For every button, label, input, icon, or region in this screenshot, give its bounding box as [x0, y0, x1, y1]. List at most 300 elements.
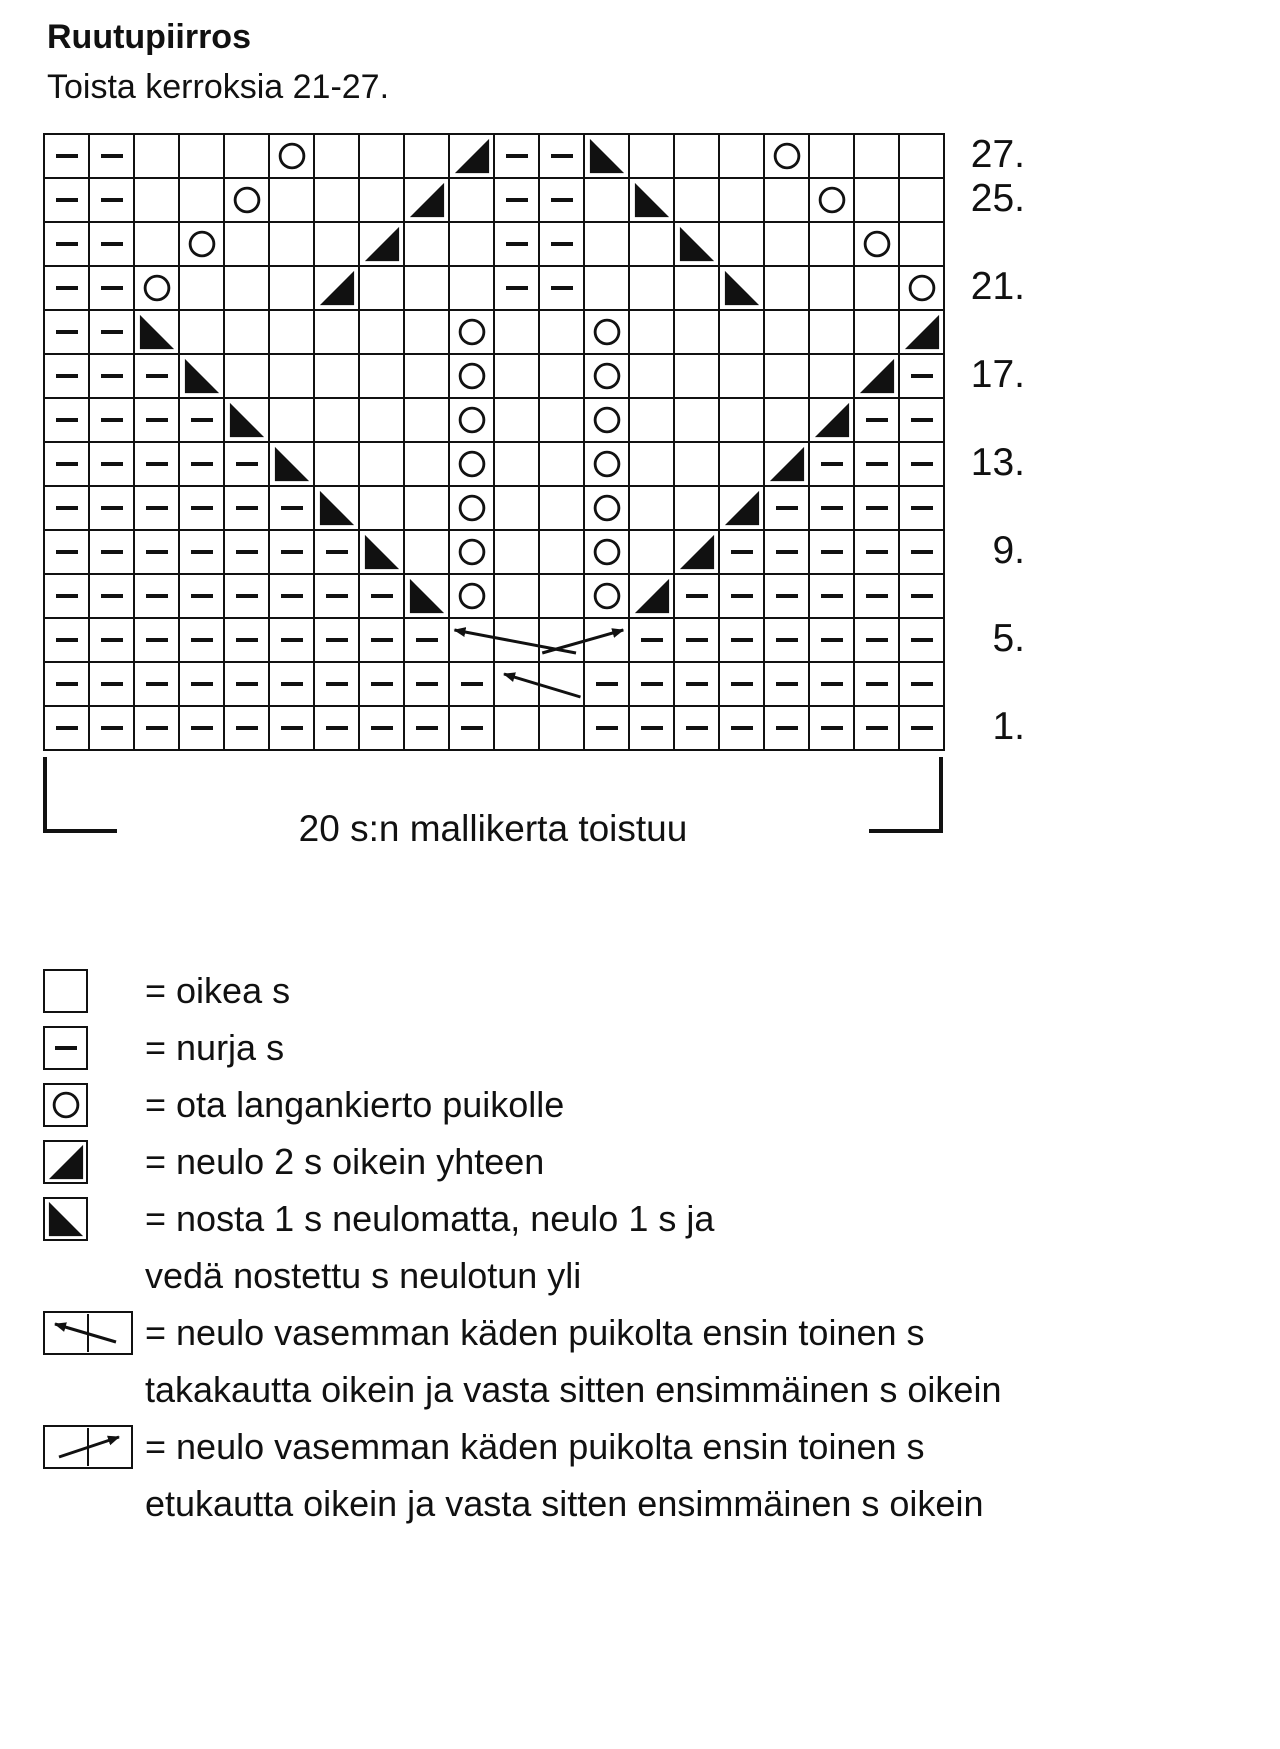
legend-symbol-column	[43, 1418, 145, 1469]
purl-dash-icon	[56, 374, 78, 378]
cell-purl	[675, 575, 720, 619]
cell-knit	[765, 311, 810, 355]
cell-purl	[720, 663, 765, 707]
cell-knit	[180, 311, 225, 355]
purl-dash-icon	[866, 550, 888, 554]
cell-yarn-over	[585, 311, 630, 355]
purl-dash-icon	[416, 726, 438, 730]
purl-dash-icon	[461, 726, 483, 730]
purl-dash-icon	[101, 154, 123, 158]
yarn-over-symbol-box	[43, 1083, 88, 1127]
purl-dash-icon	[641, 682, 663, 686]
cell-purl	[810, 443, 855, 487]
purl-dash-icon	[281, 638, 303, 642]
chart-grid	[43, 133, 945, 751]
cell-yarn-over	[450, 399, 495, 443]
cell-yarn-over	[450, 311, 495, 355]
cell-knit	[675, 487, 720, 531]
cell-purl	[225, 443, 270, 487]
cell-purl	[135, 399, 180, 443]
yarn-over-icon	[768, 137, 806, 175]
purl-dash-icon	[56, 154, 78, 158]
cell-k2tog	[855, 355, 900, 399]
cell-knit	[405, 531, 450, 575]
row-number-label: 21.	[970, 265, 1025, 308]
skp-icon	[363, 533, 401, 571]
cell-purl	[855, 531, 900, 575]
purl-dash-icon	[731, 550, 753, 554]
cell-purl	[135, 707, 180, 751]
cell-knit	[630, 267, 675, 311]
purl-dash-icon	[641, 638, 663, 642]
cell-knit	[315, 179, 360, 223]
cell-knit	[675, 355, 720, 399]
purl-dash-icon	[101, 550, 123, 554]
row-number-label: 5.	[992, 617, 1025, 660]
cell-knit	[540, 399, 585, 443]
skp-icon	[47, 1200, 85, 1238]
purl-dash-icon	[596, 726, 618, 730]
cell-knit	[315, 399, 360, 443]
purl-dash-icon	[866, 726, 888, 730]
cell-purl	[810, 487, 855, 531]
purl-dash-icon	[551, 154, 573, 158]
cell-purl	[45, 663, 90, 707]
cell-skp	[315, 487, 360, 531]
cell-k2tog	[630, 575, 675, 619]
cell-purl	[720, 531, 765, 575]
cell-skp	[135, 311, 180, 355]
cell-purl	[270, 531, 315, 575]
cell-knit	[720, 443, 765, 487]
purl-dash-icon	[191, 550, 213, 554]
k2tog-icon	[858, 357, 896, 395]
purl-dash-icon	[281, 682, 303, 686]
cell-knit	[900, 135, 945, 179]
purl-dash-icon	[146, 726, 168, 730]
legend-text	[145, 1418, 983, 1532]
legend-item-k2tog	[43, 1133, 1223, 1190]
cell-knit	[765, 179, 810, 223]
purl-dash-icon	[326, 682, 348, 686]
yarn-over-icon	[588, 313, 626, 351]
cell-purl	[720, 575, 765, 619]
cell-purl	[180, 619, 225, 663]
purl-dash-icon	[101, 330, 123, 334]
cell-purl	[810, 575, 855, 619]
purl-dash-icon	[371, 726, 393, 730]
yarn-over-icon	[453, 577, 491, 615]
purl-dash-icon	[191, 506, 213, 510]
cell-knit	[540, 663, 585, 707]
yarn-over-icon	[588, 357, 626, 395]
cell-yarn-over	[585, 575, 630, 619]
purl-dash-icon	[326, 550, 348, 554]
cell-knit	[270, 355, 315, 399]
cell-purl	[675, 707, 720, 751]
skp-symbol-box	[43, 1197, 88, 1241]
purl-dash-icon	[236, 462, 258, 466]
cell-knit	[180, 267, 225, 311]
legend-text	[145, 1304, 1001, 1418]
cell-yarn-over	[855, 223, 900, 267]
purl-dash-icon	[866, 594, 888, 598]
cell-purl	[90, 399, 135, 443]
yarn-over-icon	[47, 1086, 85, 1124]
legend	[43, 962, 1223, 1532]
purl-dash-icon	[146, 418, 168, 422]
cell-knit	[810, 223, 855, 267]
purl-dash-icon	[461, 682, 483, 686]
cell-purl	[135, 575, 180, 619]
purl-dash-icon	[911, 374, 933, 378]
cell-purl	[630, 707, 675, 751]
cell-knit	[450, 267, 495, 311]
cell-yarn-over	[585, 355, 630, 399]
purl-dash-icon	[326, 726, 348, 730]
cell-knit	[765, 223, 810, 267]
purl-dash-icon	[101, 462, 123, 466]
cell-purl	[90, 531, 135, 575]
cell-knit	[765, 399, 810, 443]
cell-skp	[405, 575, 450, 619]
cell-knit	[405, 399, 450, 443]
cell-purl	[405, 663, 450, 707]
purl-dash-icon	[371, 638, 393, 642]
legend-symbol-column	[43, 1190, 145, 1241]
cell-purl	[90, 267, 135, 311]
cell-knit	[765, 355, 810, 399]
cell-yarn-over	[450, 355, 495, 399]
cell-purl	[315, 619, 360, 663]
cell-purl	[180, 487, 225, 531]
purl-dash-icon	[191, 594, 213, 598]
cell-purl	[180, 707, 225, 751]
purl-dash-icon	[731, 682, 753, 686]
cell-knit	[405, 135, 450, 179]
cell-knit	[675, 443, 720, 487]
cell-purl	[855, 487, 900, 531]
twist-right-icon	[46, 1428, 130, 1466]
cell-k2tog	[315, 267, 360, 311]
yarn-over-icon	[453, 489, 491, 527]
cell-k2tog	[900, 311, 945, 355]
purl-dash-icon	[191, 682, 213, 686]
cell-purl	[45, 399, 90, 443]
purl-dash-icon	[56, 594, 78, 598]
purl-dash-icon	[146, 594, 168, 598]
purl-dash-icon	[731, 594, 753, 598]
cell-yarn-over	[810, 179, 855, 223]
cell-knit	[495, 531, 540, 575]
legend-symbol-column	[43, 962, 145, 1013]
cell-purl	[225, 531, 270, 575]
legend-item-twist-right	[43, 1418, 1223, 1532]
purl-dash-icon	[866, 506, 888, 510]
cell-knit	[495, 663, 540, 707]
cell-k2tog	[765, 443, 810, 487]
cell-purl	[855, 443, 900, 487]
purl-dash-icon	[821, 462, 843, 466]
legend-item-purl	[43, 1019, 1223, 1076]
legend-text-line: = nurja s	[145, 1027, 285, 1068]
cell-yarn-over	[450, 487, 495, 531]
cell-knit	[540, 619, 585, 663]
cell-purl	[855, 707, 900, 751]
cell-k2tog	[720, 487, 765, 531]
skp-icon	[678, 225, 716, 263]
cell-knit	[495, 575, 540, 619]
chart-subtitle: Toista kerroksia 21-27.	[47, 68, 390, 106]
row-number-label: 17.	[970, 353, 1025, 396]
purl-dash-icon	[686, 638, 708, 642]
k2tog-icon	[903, 313, 941, 351]
cell-purl	[900, 355, 945, 399]
legend-symbol-column	[43, 1076, 145, 1127]
cell-knit	[855, 311, 900, 355]
cell-purl	[720, 707, 765, 751]
purl-dash-icon	[101, 198, 123, 202]
skp-icon	[318, 489, 356, 527]
purl-dash-icon	[776, 638, 798, 642]
cell-knit	[810, 311, 855, 355]
cell-knit	[810, 355, 855, 399]
skp-icon	[183, 357, 221, 395]
cell-knit	[405, 487, 450, 531]
purl-dash-icon	[146, 638, 168, 642]
cell-purl	[495, 179, 540, 223]
cell-knit	[810, 135, 855, 179]
cell-knit	[270, 223, 315, 267]
cell-purl	[45, 267, 90, 311]
purl-dash-icon	[911, 506, 933, 510]
legend-text-line: = ota langankierto puikolle	[145, 1084, 565, 1125]
cell-knit	[585, 223, 630, 267]
cell-purl	[360, 575, 405, 619]
cell-knit	[495, 619, 540, 663]
cell-purl	[45, 707, 90, 751]
cell-knit	[495, 311, 540, 355]
purl-dash-icon	[236, 506, 258, 510]
cell-k2tog	[405, 179, 450, 223]
purl-dash-icon	[56, 198, 78, 202]
purl-dash-icon	[596, 682, 618, 686]
cell-purl	[315, 707, 360, 751]
purl-dash-icon	[911, 638, 933, 642]
cell-knit	[630, 135, 675, 179]
purl-dash-icon	[506, 242, 528, 246]
cell-purl	[90, 355, 135, 399]
cell-k2tog	[450, 135, 495, 179]
purl-dash-icon	[776, 594, 798, 598]
cell-purl	[90, 575, 135, 619]
cell-purl	[450, 663, 495, 707]
skp-icon	[273, 445, 311, 483]
cell-knit	[630, 223, 675, 267]
cell-purl	[405, 707, 450, 751]
purl-dash-icon	[731, 638, 753, 642]
purl-dash-icon	[236, 726, 258, 730]
cell-knit	[585, 179, 630, 223]
purl-dash-icon	[146, 462, 168, 466]
cell-knit	[270, 399, 315, 443]
purl-dash-icon	[281, 506, 303, 510]
cell-k2tog	[360, 223, 405, 267]
cell-purl	[180, 531, 225, 575]
cell-purl	[855, 663, 900, 707]
cell-purl	[720, 619, 765, 663]
cell-knit	[450, 619, 495, 663]
cell-skp	[585, 135, 630, 179]
cell-knit	[720, 311, 765, 355]
legend-text	[145, 1133, 544, 1190]
cell-knit	[585, 267, 630, 311]
legend-text-line: = neulo vasemman käden puikolta ensin toinen s	[145, 1312, 925, 1353]
purl-dash-icon	[821, 506, 843, 510]
cell-purl	[900, 399, 945, 443]
cell-knit	[720, 399, 765, 443]
legend-text-line: = neulo vasemman käden puikolta ensin toinen s	[145, 1426, 925, 1467]
cell-yarn-over	[450, 575, 495, 619]
row-number-label: 27.	[970, 133, 1025, 176]
cell-purl	[900, 487, 945, 531]
purl-dash-icon	[731, 726, 753, 730]
cell-knit	[855, 267, 900, 311]
cell-skp	[225, 399, 270, 443]
yarn-over-icon	[813, 181, 851, 219]
cell-knit	[720, 179, 765, 223]
yarn-over-icon	[273, 137, 311, 175]
cell-purl	[765, 663, 810, 707]
legend-item-skp	[43, 1190, 1223, 1304]
cell-knit	[855, 135, 900, 179]
yarn-over-icon	[453, 313, 491, 351]
cell-purl	[900, 531, 945, 575]
cell-purl	[225, 707, 270, 751]
purl-dash-icon	[146, 682, 168, 686]
cell-purl	[765, 707, 810, 751]
yarn-over-icon	[183, 225, 221, 263]
cell-purl	[360, 619, 405, 663]
cell-knit	[630, 443, 675, 487]
purl-dash-icon	[551, 198, 573, 202]
cell-purl	[225, 663, 270, 707]
cell-knit	[405, 443, 450, 487]
cell-knit	[540, 311, 585, 355]
purl-dash-icon	[371, 682, 393, 686]
purl-dash-icon	[866, 682, 888, 686]
cell-knit	[315, 311, 360, 355]
cell-knit	[900, 179, 945, 223]
purl-dash-icon	[911, 418, 933, 422]
purl-dash-icon	[551, 286, 573, 290]
purl-dash-icon	[236, 638, 258, 642]
purl-dash-icon	[146, 374, 168, 378]
k2tog-icon	[453, 137, 491, 175]
cell-knit	[630, 355, 675, 399]
cell-purl	[45, 179, 90, 223]
legend-symbol-column	[43, 1019, 145, 1070]
cell-knit	[675, 311, 720, 355]
purl-dash-icon	[56, 682, 78, 686]
cell-purl	[90, 487, 135, 531]
purl-dash-icon	[191, 418, 213, 422]
purl-dash-icon	[101, 242, 123, 246]
cell-purl	[450, 707, 495, 751]
cell-knit	[360, 135, 405, 179]
purl-dash-icon	[911, 462, 933, 466]
cell-knit	[405, 267, 450, 311]
cell-purl	[765, 487, 810, 531]
skp-icon	[228, 401, 266, 439]
cell-knit	[765, 267, 810, 311]
cell-knit	[495, 399, 540, 443]
purl-dash-icon	[281, 550, 303, 554]
cell-knit	[135, 135, 180, 179]
cell-knit	[270, 267, 315, 311]
cell-purl	[135, 531, 180, 575]
purl-dash-icon	[911, 550, 933, 554]
cell-purl	[90, 443, 135, 487]
cell-purl	[225, 487, 270, 531]
purl-dash-icon	[56, 286, 78, 290]
cell-purl	[540, 223, 585, 267]
purl-symbol-box	[43, 1026, 88, 1070]
purl-dash-icon	[281, 726, 303, 730]
cell-yarn-over	[585, 531, 630, 575]
yarn-over-icon	[588, 577, 626, 615]
k2tog-icon	[633, 577, 671, 615]
purl-dash-icon	[776, 506, 798, 510]
cell-purl	[45, 311, 90, 355]
cell-purl	[270, 663, 315, 707]
cell-purl	[810, 619, 855, 663]
yarn-over-icon	[588, 533, 626, 571]
cell-knit	[540, 487, 585, 531]
legend-symbol-column	[43, 1133, 145, 1184]
skp-icon	[633, 181, 671, 219]
cell-purl	[45, 531, 90, 575]
purl-dash-icon	[101, 726, 123, 730]
cell-knit	[180, 135, 225, 179]
cell-knit	[675, 135, 720, 179]
purl-dash-icon	[191, 462, 213, 466]
cell-purl	[900, 707, 945, 751]
cell-knit	[495, 487, 540, 531]
purl-dash-icon	[866, 418, 888, 422]
purl-dash-icon	[101, 374, 123, 378]
cell-purl	[45, 355, 90, 399]
cell-knit	[540, 355, 585, 399]
k2tog-icon	[768, 445, 806, 483]
cell-purl	[180, 443, 225, 487]
purl-dash-icon	[416, 682, 438, 686]
purl-dash-icon	[326, 594, 348, 598]
cell-purl	[90, 223, 135, 267]
cell-knit	[225, 355, 270, 399]
cell-knit	[810, 267, 855, 311]
cell-yarn-over	[450, 531, 495, 575]
cell-purl	[765, 531, 810, 575]
legend-item-knit	[43, 962, 1223, 1019]
purl-dash-icon	[821, 550, 843, 554]
purl-dash-icon	[101, 594, 123, 598]
twist-right-symbol-box	[43, 1425, 133, 1469]
purl-dash-icon	[686, 726, 708, 730]
cell-purl	[135, 663, 180, 707]
purl-dash-icon	[506, 154, 528, 158]
cell-purl	[585, 663, 630, 707]
